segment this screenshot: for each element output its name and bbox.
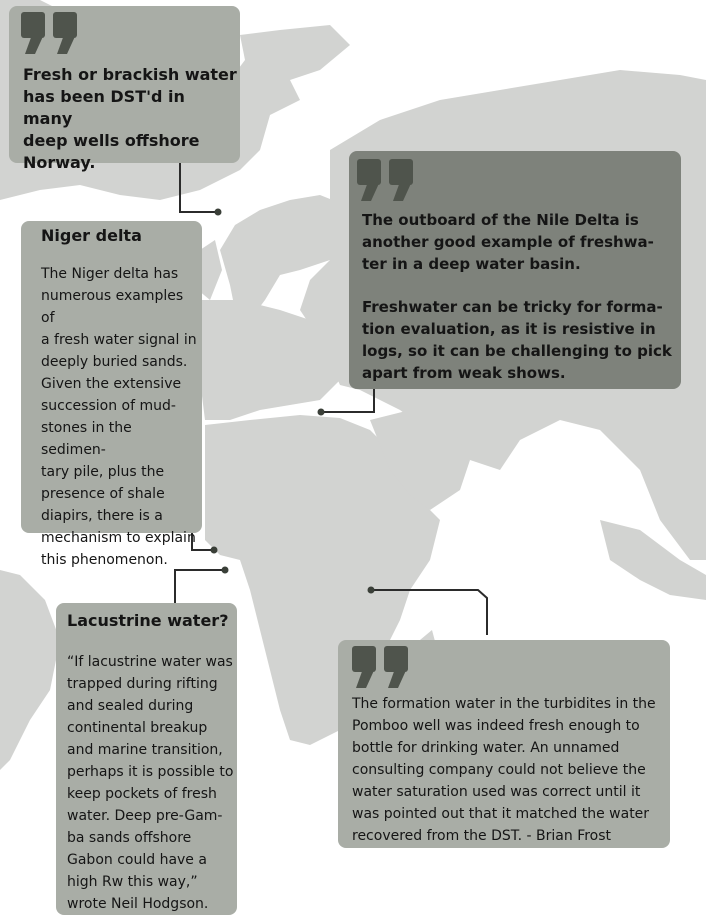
callout-niger-body: The Niger delta has numerous examples of a fresh water signal in deeply buried sands. Given the extensive succession of mud- stones in the sedimen- tary pile, plus the presence of shale diapirs, there is a mechanism to explain this phenomenon. [41,266,197,568]
callout-niger-title: Niger delta [41,226,142,245]
callout-nile-paragraph-1: The outboard of the Nile Delta is another good example of freshwa- ter in a deep water basin. [362,211,654,273]
callout-norway-text: Fresh or brackish water has been DST'd in many deep wells offshore Norway. [23,65,237,172]
connector-lacustrine [175,570,225,603]
quote-mark-icon [357,159,417,201]
marker-norway [215,209,222,216]
marker-nile [318,409,325,416]
callout-lacustrine-title: Lacustrine water? [67,611,229,630]
callout-lacustrine-body: “If lacustrine water was trapped during rifting and sealed during continental breakup and marine transition, perhaps it is possible to keep pockets of fresh water. Deep pre-Gam- ba sands offshore Gabon could have a high Rw this way,” wrote Neil Hodgson. [67,654,234,912]
marker-gabon [222,567,229,574]
callout-niger-delta [21,221,202,568]
quote-mark-icon [352,646,412,688]
callout-lacustrine-water [56,603,237,915]
marker-niger [211,547,218,554]
callout-nile-delta [349,151,681,389]
callout-nile-paragraph-2: Freshwater can be tricky for forma- tion evaluation, as it is resistive in logs, so it can be challenging to pick apart from weak shows. [362,298,672,382]
callout-pomboo-text: The formation water in the turbidites in the Pomboo well was indeed fresh enough to bottle for drinking water. An unnamed consulting company could not believe the water saturation used was correct until it was pointed out that it matched the water recovered from the DST. - Brian Frost [352,696,656,844]
south-america-landmass [0,570,60,770]
callout-pomboo-well [338,640,670,848]
callout-norway [9,6,240,172]
quote-mark-icon [21,12,81,54]
marker-pomboo [368,587,375,594]
